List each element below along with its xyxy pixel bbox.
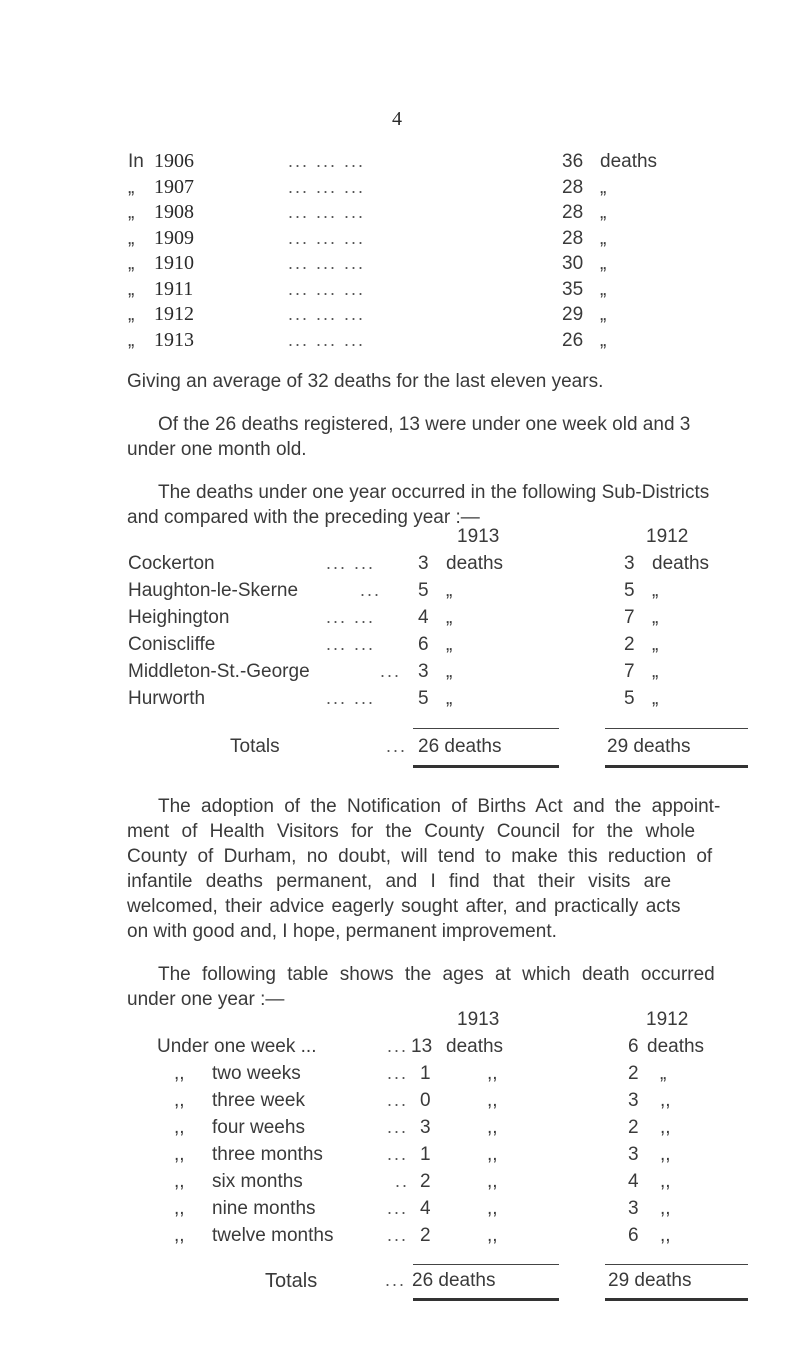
paragraph-subdistricts-line1: The deaths under one year occurred in the following Sub-Districts: [158, 482, 710, 503]
divider: [413, 1264, 559, 1265]
value-1913: 4: [418, 607, 429, 628]
leader-dots: ...: [386, 736, 408, 756]
paragraph-average: Giving an average of 32 deaths for the last eleven years.: [127, 371, 604, 392]
age-label: four weehs: [212, 1117, 305, 1138]
value-1912: 2: [628, 1117, 639, 1138]
age-label: six months: [212, 1171, 303, 1192]
death-unit: „: [600, 253, 607, 274]
district-name: Hurworth: [128, 688, 206, 709]
unit-1912: „: [660, 1063, 667, 1084]
unit-1913: „: [446, 661, 453, 682]
value-1913: 2: [420, 1171, 431, 1192]
age-label: three months: [212, 1144, 323, 1165]
divider: [605, 1264, 748, 1265]
unit-1913: deaths: [446, 1036, 504, 1057]
leader-dots: ...: [387, 1036, 409, 1056]
leader-dots: ...: [387, 1225, 409, 1245]
district-name: Heighington: [128, 607, 230, 628]
death-count: 36: [562, 151, 584, 172]
total-1912: 29 deaths: [608, 1270, 692, 1291]
leader-dots: ... ...: [326, 607, 376, 627]
ditto-mark: ,,: [174, 1198, 185, 1219]
paragraph-line: The adoption of the Notification of Births Act and the appoint-: [158, 796, 721, 817]
leader-dots: ...: [387, 1090, 409, 1110]
column-header-1912: 1912: [646, 526, 689, 547]
unit-1912: deaths: [647, 1036, 705, 1057]
value-1912: 2: [624, 634, 635, 655]
leader-dots: ..: [395, 1171, 410, 1191]
row-prefix: „: [128, 202, 135, 223]
unit-1912: deaths: [652, 553, 710, 574]
death-count: 26: [562, 330, 584, 351]
value-1913: 3: [418, 553, 429, 574]
unit-1912: ,,: [660, 1198, 671, 1219]
paragraph-line: on with good and, I hope, permanent improvement.: [127, 921, 557, 942]
value-1912: 7: [624, 661, 635, 682]
unit-1913: ,,: [487, 1144, 498, 1165]
value-1913: 1: [420, 1144, 431, 1165]
unit-1913: ,,: [487, 1090, 498, 1111]
value-1913: 5: [418, 580, 429, 601]
row-prefix: „: [128, 279, 135, 300]
leader-dots: ...: [387, 1144, 409, 1164]
unit-1912: ,,: [660, 1171, 671, 1192]
unit-1913: deaths: [446, 553, 504, 574]
paragraph-registered-line1: Of the 26 deaths registered, 13 were under one week old and 3: [158, 414, 691, 435]
value-1912: 5: [624, 688, 635, 709]
leader-dots: ...: [387, 1198, 409, 1218]
value-1912: 2: [628, 1063, 639, 1084]
double-rule: [605, 765, 748, 768]
paragraph-line: infantile deaths permanent, and I find that their visits are: [127, 871, 672, 892]
unit-1912: „: [652, 580, 659, 601]
value-1912: 6: [628, 1225, 639, 1246]
column-header-1912: 1912: [646, 1009, 689, 1030]
age-label: nine months: [212, 1198, 316, 1219]
value-1913: 0: [420, 1090, 431, 1111]
death-count: 28: [562, 228, 584, 249]
unit-1913: ,,: [487, 1225, 498, 1246]
divider: [605, 728, 748, 729]
value-1913: 3: [420, 1117, 431, 1138]
total-1913: 26 deaths: [412, 1270, 496, 1291]
death-unit: „: [600, 279, 607, 300]
value-1913: 2: [420, 1225, 431, 1246]
year-label: 1913: [154, 329, 194, 351]
leader-dots: ...: [360, 580, 382, 600]
value-1913: 3: [418, 661, 429, 682]
unit-1912: „: [652, 688, 659, 709]
double-rule: [413, 765, 559, 768]
value-1912: 3: [628, 1090, 639, 1111]
unit-1913: ,,: [487, 1198, 498, 1219]
death-count: 29: [562, 304, 584, 325]
value-1912: 7: [624, 607, 635, 628]
leader-dots: ... ...: [326, 634, 376, 654]
leader-dots: ...: [387, 1117, 409, 1137]
paragraph-line: welcomed, their advice eagerly sought after, and practically acts: [127, 896, 681, 917]
leader-dots: ...: [387, 1063, 409, 1083]
unit-1913: „: [446, 688, 453, 709]
death-count: 30: [562, 253, 584, 274]
double-rule: [413, 1298, 559, 1301]
totals-label: Totals: [265, 1270, 318, 1292]
ditto-mark: ,,: [174, 1090, 185, 1111]
row-prefix: „: [128, 177, 135, 198]
unit-1912: „: [652, 634, 659, 655]
age-label: two weeks: [212, 1063, 301, 1084]
ditto-mark: ,,: [174, 1117, 185, 1138]
death-unit: „: [600, 304, 607, 325]
paragraph-registered-line2: under one month old.: [127, 439, 307, 460]
death-unit: „: [600, 177, 607, 198]
value-1912: 3: [628, 1144, 639, 1165]
death-unit: „: [600, 228, 607, 249]
value-1913: 6: [418, 634, 429, 655]
total-1913: 26 deaths: [418, 736, 502, 757]
year-label: 1907: [154, 176, 194, 198]
value-1913: 13: [411, 1036, 433, 1057]
value-1912: 5: [624, 580, 635, 601]
value-1913: 1: [420, 1063, 431, 1084]
year-label: 1910: [154, 252, 194, 274]
divider: [413, 728, 559, 729]
paragraph-line: County of Durham, no doubt, will tend to make this reduction of: [127, 846, 713, 867]
year-label: 1908: [154, 201, 194, 223]
death-count: 28: [562, 202, 584, 223]
leader-dots: ...: [380, 661, 402, 681]
row-prefix: In: [128, 151, 144, 172]
leader-dots: ... ... ...: [288, 304, 366, 324]
double-rule: [605, 1298, 748, 1301]
age-label: twelve months: [212, 1225, 334, 1246]
district-name: Middleton-St.-George: [128, 661, 310, 682]
death-count: 35: [562, 279, 584, 300]
total-1912: 29 deaths: [607, 736, 691, 757]
page-number: 4: [392, 108, 402, 130]
paragraph-ages-line2: under one year :—: [127, 989, 285, 1010]
row-prefix: „: [128, 253, 135, 274]
unit-1912: ,,: [660, 1117, 671, 1138]
column-header-1913: 1913: [457, 1009, 500, 1030]
row-prefix: „: [128, 304, 135, 325]
paragraph-line: ment of Health Visitors for the County Council for the whole: [127, 821, 696, 842]
unit-1913: ,,: [487, 1117, 498, 1138]
year-label: 1909: [154, 227, 194, 249]
age-label: Under one week ...: [157, 1036, 317, 1057]
district-name: Haughton-le-Skerne: [128, 580, 299, 601]
age-label: three week: [212, 1090, 305, 1111]
unit-1913: „: [446, 580, 453, 601]
death-unit: deaths: [600, 151, 658, 172]
death-unit: „: [600, 330, 607, 351]
ditto-mark: ,,: [174, 1144, 185, 1165]
value-1912: 4: [628, 1171, 639, 1192]
unit-1912: ,,: [660, 1225, 671, 1246]
row-prefix: „: [128, 228, 135, 249]
year-label: 1906: [154, 150, 194, 172]
value-1913: 4: [420, 1198, 431, 1219]
unit-1913: ,,: [487, 1171, 498, 1192]
paragraph-ages-line1: The following table shows the ages at which death occurred: [158, 964, 715, 985]
leader-dots: ... ... ...: [288, 330, 366, 350]
district-name: Coniscliffe: [128, 634, 216, 655]
leader-dots: ... ... ...: [288, 177, 366, 197]
totals-label: Totals: [230, 736, 280, 757]
leader-dots: ... ...: [326, 553, 376, 573]
ditto-mark: ,,: [174, 1063, 185, 1084]
leader-dots: ...: [385, 1270, 407, 1290]
leader-dots: ... ... ...: [288, 151, 366, 171]
value-1912: 3: [624, 553, 635, 574]
value-1913: 5: [418, 688, 429, 709]
unit-1913: „: [446, 634, 453, 655]
value-1912: 3: [628, 1198, 639, 1219]
leader-dots: ... ...: [326, 688, 376, 708]
unit-1913: ,,: [487, 1063, 498, 1084]
column-header-1913: 1913: [457, 526, 500, 547]
ditto-mark: ,,: [174, 1171, 185, 1192]
death-count: 28: [562, 177, 584, 198]
year-label: 1911: [154, 278, 194, 300]
year-label: 1912: [154, 303, 194, 325]
value-1912: 6: [628, 1036, 639, 1057]
row-prefix: „: [128, 330, 135, 351]
unit-1912: ,,: [660, 1144, 671, 1165]
paragraph-subdistricts-line2: and compared with the preceding year :—: [127, 507, 480, 528]
death-unit: „: [600, 202, 607, 223]
unit-1912: ,,: [660, 1090, 671, 1111]
leader-dots: ... ... ...: [288, 253, 366, 273]
leader-dots: ... ... ...: [288, 228, 366, 248]
ditto-mark: ,,: [174, 1225, 185, 1246]
leader-dots: ... ... ...: [288, 279, 366, 299]
district-name: Cockerton: [128, 553, 215, 574]
unit-1913: „: [446, 607, 453, 628]
leader-dots: ... ... ...: [288, 202, 366, 222]
unit-1912: „: [652, 607, 659, 628]
unit-1912: „: [652, 661, 659, 682]
